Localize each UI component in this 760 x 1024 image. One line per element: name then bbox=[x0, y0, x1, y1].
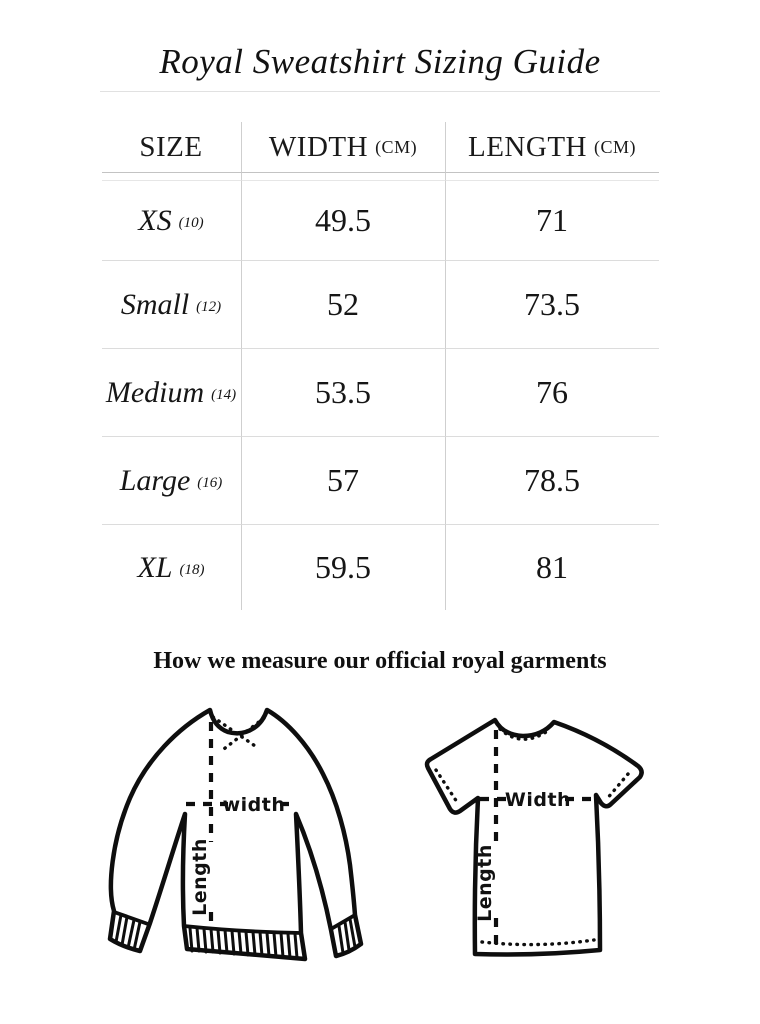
column-header-length bbox=[445, 122, 659, 173]
table-row-medium-size-cell bbox=[102, 349, 241, 437]
table-row-large-size-cell bbox=[102, 437, 241, 525]
table-row-xs-size-cell bbox=[102, 181, 241, 261]
header-double-rule bbox=[102, 173, 241, 181]
column-header-size-label: SIZE bbox=[139, 130, 203, 163]
table-row-xl-length-cell bbox=[445, 525, 659, 610]
size-note: (14) bbox=[211, 387, 237, 403]
measure-section-heading: How we measure our official royal garments bbox=[153, 648, 607, 674]
column-header-width-unit: (CM) bbox=[375, 136, 418, 157]
length-value: 73.5 bbox=[524, 286, 580, 322]
sweatshirt-outline bbox=[110, 710, 361, 959]
column-header-width-label: WIDTH bbox=[268, 130, 369, 163]
size-name: Large bbox=[119, 463, 191, 497]
size-table bbox=[102, 122, 659, 610]
table-row-small-length-cell bbox=[445, 261, 659, 349]
table-row-medium-width-cell bbox=[241, 349, 445, 437]
size-note: (10) bbox=[178, 215, 204, 231]
width-value: 52 bbox=[327, 286, 359, 322]
column-header-size bbox=[102, 122, 241, 173]
length-value: 76 bbox=[536, 374, 568, 410]
table-row-small-width-cell bbox=[241, 261, 445, 349]
width-value: 57 bbox=[327, 462, 359, 498]
length-label: Length bbox=[189, 838, 211, 916]
column-header-length-unit: (CM) bbox=[593, 136, 636, 157]
length-value: 78.5 bbox=[524, 462, 580, 498]
width-value: 59.5 bbox=[315, 549, 371, 585]
table-row-large-length-cell bbox=[445, 437, 659, 525]
size-name: XS bbox=[138, 203, 172, 237]
table-row-small-size-cell bbox=[102, 261, 241, 349]
size-note: (18) bbox=[179, 562, 205, 578]
measurement-diagrams bbox=[0, 682, 760, 1012]
column-header-length-label: LENGTH bbox=[468, 130, 587, 163]
table-row-xs-width-cell bbox=[241, 181, 445, 261]
table-row-xs-length-cell bbox=[445, 181, 659, 261]
page-title: Royal Sweatshirt Sizing Guide bbox=[159, 42, 601, 81]
tshirt-outline bbox=[427, 720, 642, 955]
width-value: 53.5 bbox=[315, 374, 371, 410]
tshirt-diagram bbox=[408, 682, 688, 1012]
width-label: width bbox=[222, 794, 286, 816]
size-name: XL bbox=[137, 550, 173, 584]
width-label: Width bbox=[504, 789, 572, 811]
size-name: Medium bbox=[105, 375, 205, 409]
table-row-xl-size-cell bbox=[102, 525, 241, 610]
length-value: 71 bbox=[536, 202, 568, 238]
table-row-large-width-cell bbox=[241, 437, 445, 525]
title-divider bbox=[100, 91, 660, 92]
size-note: (12) bbox=[196, 299, 222, 315]
size-name: Small bbox=[120, 287, 190, 321]
column-header-width bbox=[241, 122, 445, 173]
length-value: 81 bbox=[536, 549, 568, 585]
size-note: (16) bbox=[197, 475, 223, 491]
header-double-rule bbox=[445, 173, 659, 181]
table-row-medium-length-cell bbox=[445, 349, 659, 437]
header-double-rule bbox=[241, 173, 445, 181]
width-value: 49.5 bbox=[315, 202, 371, 238]
table-row-xl-width-cell bbox=[241, 525, 445, 610]
sweatshirt-diagram bbox=[94, 682, 394, 1012]
length-label: Length bbox=[474, 844, 496, 922]
